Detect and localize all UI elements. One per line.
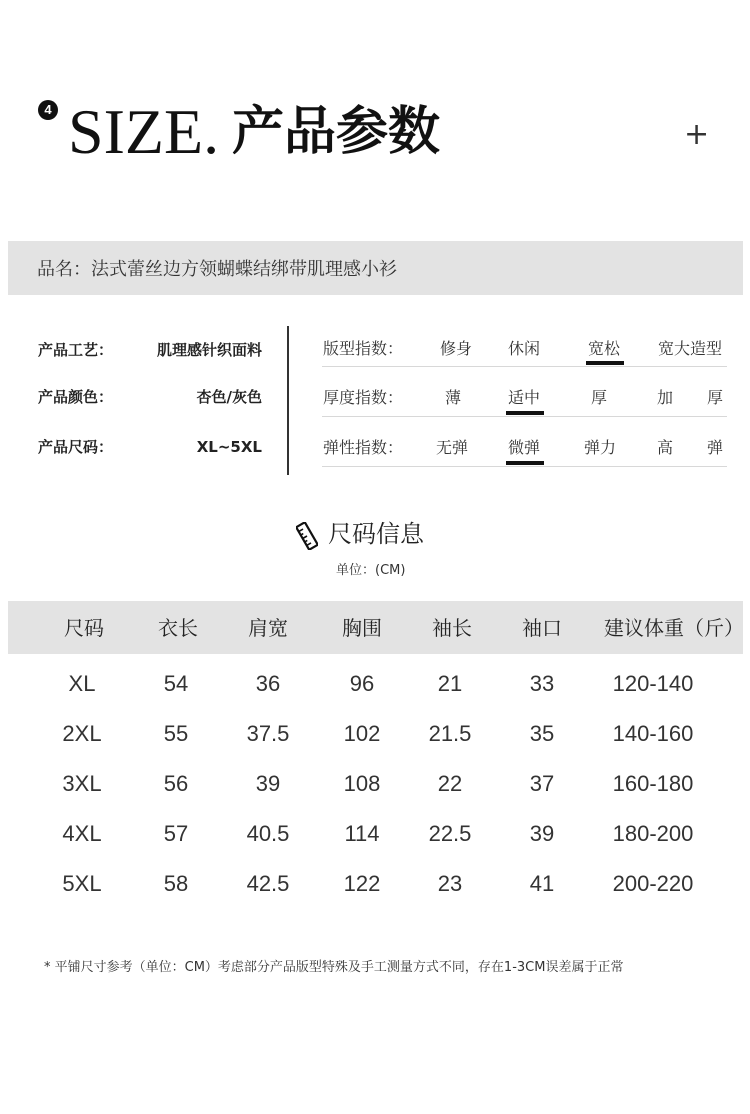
table-cell: 22.5: [428, 821, 472, 846]
table-cell: 3XL: [62, 771, 102, 796]
plus-icon[interactable]: +: [684, 117, 710, 152]
index-label-elasticity: 弹性指数：: [323, 438, 404, 457]
table-cell: 4XL: [62, 821, 102, 846]
table-cell: 2XL: [62, 721, 102, 746]
step-number-badge: 4: [38, 100, 58, 120]
fit-option-selected: 宽松: [587, 339, 620, 358]
size-table-header: [8, 601, 743, 654]
table-row: [0, 720, 750, 770]
table-cell: XL: [68, 671, 96, 696]
elasticity-option: 高: [656, 438, 673, 457]
table-cell: 33: [529, 671, 555, 696]
attr-value-size: XL~5XL: [196, 438, 262, 456]
table-cell: 42.5: [246, 871, 290, 896]
thickness-option: 薄: [444, 388, 461, 407]
table-cell: 56: [163, 771, 189, 796]
table-cell: 23: [437, 871, 463, 896]
title-en: SIZE.: [68, 96, 220, 167]
table-cell: 54: [163, 671, 189, 696]
table-cell: 140-160: [612, 721, 694, 746]
table-cell: 55: [163, 721, 189, 746]
unit-label: 单位：(CM): [336, 563, 406, 578]
attr-label-color: 产品颜色：: [38, 388, 114, 406]
footnote: * 平铺尺寸参考（单位：CM）考虑部分产品版型特殊及手工测量方式不同，存在1-3CM误差属于正常: [44, 960, 624, 975]
size-info-heading: 尺码信息: [328, 520, 424, 548]
table-cell: 21.5: [428, 721, 472, 746]
table-cell: 120-140: [612, 671, 694, 696]
elasticity-option: 弹力: [583, 438, 616, 457]
fit-option: 宽大造型: [657, 339, 722, 358]
table-cell: 180-200: [612, 821, 694, 846]
index-row-line: [322, 416, 727, 417]
table-cell: 37: [529, 771, 555, 796]
attr-value-color: 杏色/灰色: [196, 388, 262, 406]
table-cell: 21: [437, 671, 463, 696]
table-cell: 39: [529, 821, 555, 846]
table-row: [0, 670, 750, 720]
table-header-cell: 肩宽: [248, 616, 288, 640]
table-header-cell: 胸围: [342, 616, 382, 640]
table-cell: 22: [437, 771, 463, 796]
table-header-cell: 袖长: [432, 616, 472, 640]
attr-label-craft: 产品工艺：: [38, 341, 114, 359]
table-header-cell: 袖口: [522, 616, 562, 640]
fit-option: 修身: [439, 339, 472, 358]
index-row-line: [322, 466, 727, 467]
table-row: [0, 820, 750, 870]
table-cell: 96: [349, 671, 375, 696]
elasticity-option-selected: 微弹: [507, 438, 540, 457]
thickness-option-selected: 适中: [507, 388, 540, 407]
product-name: 品名：法式蕾丝边方领蝴蝶结绑带肌理感小衫: [37, 259, 397, 280]
table-cell: 5XL: [62, 871, 102, 896]
index-row-line: [322, 366, 727, 367]
table-cell: 200-220: [612, 871, 694, 896]
elasticity-option: 无弹: [435, 438, 468, 457]
table-row: [0, 870, 750, 920]
table-header-cell: 衣长: [158, 616, 198, 640]
attr-label-size: 产品尺码：: [38, 438, 114, 456]
thickness-option: 厚: [706, 388, 723, 407]
table-cell: 41: [529, 871, 555, 896]
elasticity-option: 弹: [706, 438, 723, 457]
table-cell: 58: [163, 871, 189, 896]
table-cell: 122: [343, 871, 381, 896]
selected-underline: [586, 361, 624, 365]
table-cell: 102: [343, 721, 381, 746]
fit-option: 休闲: [507, 339, 540, 358]
table-cell: 57: [163, 821, 189, 846]
table-row: [0, 770, 750, 820]
selected-underline: [506, 411, 544, 415]
table-cell: 108: [343, 771, 381, 796]
table-header-cell: 建议体重（斤）: [604, 616, 744, 640]
table-cell: 36: [255, 671, 281, 696]
ruler-icon: [296, 522, 318, 550]
attr-value-craft: 肌理感针织面料: [156, 341, 262, 359]
selected-underline: [506, 461, 544, 465]
table-cell: 160-180: [612, 771, 694, 796]
thickness-option: 加: [656, 388, 673, 407]
table-header-cell: 尺码: [64, 616, 104, 640]
table-cell: 114: [344, 821, 380, 846]
table-cell: 39: [255, 771, 281, 796]
title-cn: 产品参数: [232, 101, 441, 162]
vertical-divider: [287, 326, 289, 475]
table-cell: 35: [529, 721, 555, 746]
table-cell: 37.5: [246, 721, 290, 746]
index-label-fit: 版型指数：: [323, 339, 404, 358]
thickness-option: 厚: [590, 388, 607, 407]
table-cell: 40.5: [246, 821, 290, 846]
index-label-thickness: 厚度指数：: [323, 388, 404, 407]
